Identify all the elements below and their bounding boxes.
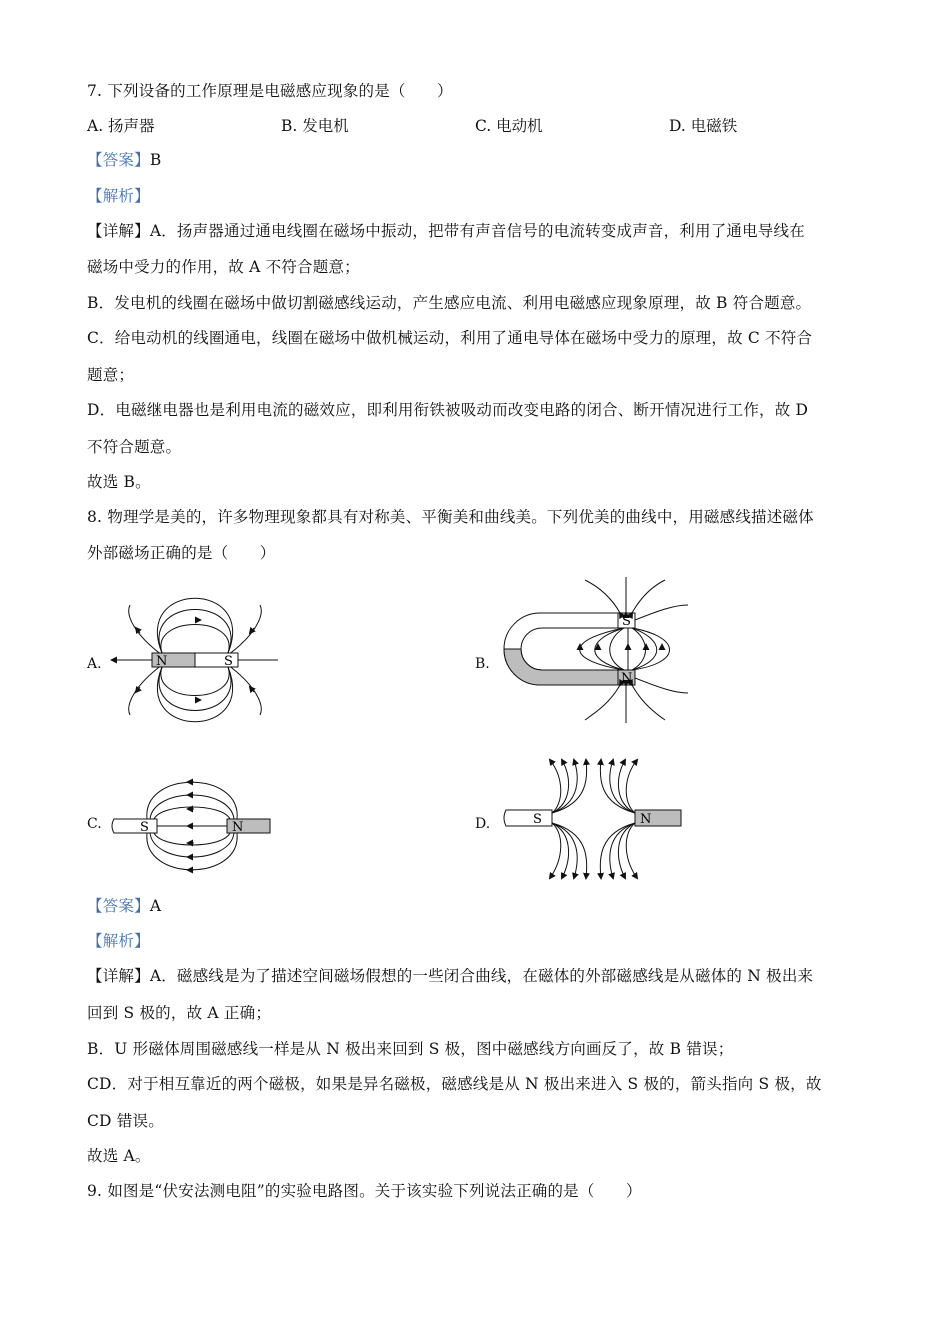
- figure-b-pole-n: N: [621, 671, 633, 686]
- q7-stem: 7. 下列设备的工作原理是电磁感应现象的是（ ）: [87, 82, 453, 100]
- q7-detail-line-7: 不符合题意。: [87, 438, 182, 456]
- answer-value: A: [149, 897, 162, 915]
- figure-a-bar-magnet: [110, 595, 280, 725]
- figure-c-opposite-poles: [112, 775, 277, 880]
- detail-tag: 【详解】: [87, 967, 150, 985]
- q8-detail-line-5: CD 错误。: [87, 1112, 164, 1130]
- figure-a-pole-s: S: [224, 654, 233, 669]
- q7-detail-line-4: C．给电动机的线圈通电，线圈在磁场中做机械运动，利用了通电导体在磁场中受力的原理，故 C 不符合: [87, 329, 813, 347]
- answer-tag: 【答案】: [87, 897, 150, 915]
- q7-detail-line-1: [87, 220, 805, 242]
- q8-answer: [87, 895, 161, 917]
- q8-detail-line-6: 故选 A。: [87, 1147, 151, 1165]
- q8-detail-line-4: CD．对于相互靠近的两个磁极，如果是异名磁极，磁感线是从 N 极出来进入 S 极的，箭头指向 S 极，故: [87, 1075, 822, 1093]
- q7-detail-line-3: B．发电机的线圈在磁场中做切割磁感线运动，产生感应电流、利用电磁感应现象原理，故 B 符合题意。: [87, 294, 812, 312]
- answer-value: B: [149, 151, 162, 169]
- q7-option-d: D. 电磁铁: [669, 117, 738, 135]
- figure-a-pole-n: N: [156, 654, 168, 669]
- figure-d-pole-s: S: [533, 812, 542, 827]
- q9-stem: 9. 如图是“伏安法测电阻”的实验电路图。关于该实验下列说法正确的是（ ）: [87, 1182, 642, 1200]
- q7-detail-line-6: D．电磁继电器也是利用电流的磁效应，即利用衔铁被吸动而改变电路的闭合、断开情况进行工作，故 D: [87, 401, 809, 419]
- q8-detail-line-3: B．U 形磁体周围磁感线一样是从 N 极出来回到 S 极，图中磁感线方向画反了，故 B 错误；: [87, 1040, 734, 1058]
- q7-detail-line-5: 题意；: [87, 366, 135, 384]
- detail-text: A．磁感线是为了描述空间磁场假想的一些闭合曲线，在磁体的外部磁感线是从磁体的 N 极出来: [149, 967, 814, 985]
- figure-d-opposite-poles: [502, 758, 687, 883]
- q7-option-c: C. 电动机: [475, 117, 543, 135]
- figure-a-label: A.: [87, 656, 102, 672]
- q7-detail-line-8: 故选 B。: [87, 473, 151, 491]
- q7-option-b: B. 发电机: [281, 117, 349, 135]
- q7-detail-line-2: 磁场中受力的作用，故 A 不符合题意；: [87, 258, 360, 276]
- q7-option-a: A. 扬声器: [87, 117, 155, 135]
- figure-c-pole-s: S: [140, 820, 149, 835]
- figure-b-u-magnet: [500, 575, 690, 725]
- q8-analysis-tag: 【解析】: [87, 932, 150, 950]
- q8-detail-line-2: 回到 S 极的，故 A 正确；: [87, 1004, 272, 1022]
- figure-b-label: B.: [475, 656, 490, 672]
- figure-b-pole-s: S: [622, 614, 631, 629]
- q8-stem-line-1: 8. 物理学是美的，许多物理现象都具有对称美、平衡美和曲线美。下列优美的曲线中，用磁感线描述磁体: [87, 508, 814, 526]
- figure-d-label: D.: [475, 816, 491, 832]
- figure-d-pole-n: N: [640, 812, 652, 827]
- figure-c-pole-n: N: [232, 820, 244, 835]
- q7-analysis-tag: 【解析】: [87, 187, 150, 205]
- q7-answer: [87, 149, 161, 171]
- answer-tag: 【答案】: [87, 151, 150, 169]
- detail-tag: 【详解】: [87, 222, 150, 240]
- q8-stem-line-2: 外部磁场正确的是（ ）: [87, 544, 276, 562]
- q8-detail-line-1: [87, 965, 813, 987]
- detail-text: A．扬声器通过通电线圈在磁场中振动，把带有声音信号的电流转变成声音，利用了通电导线在: [149, 222, 805, 240]
- figure-c-label: C.: [87, 816, 102, 832]
